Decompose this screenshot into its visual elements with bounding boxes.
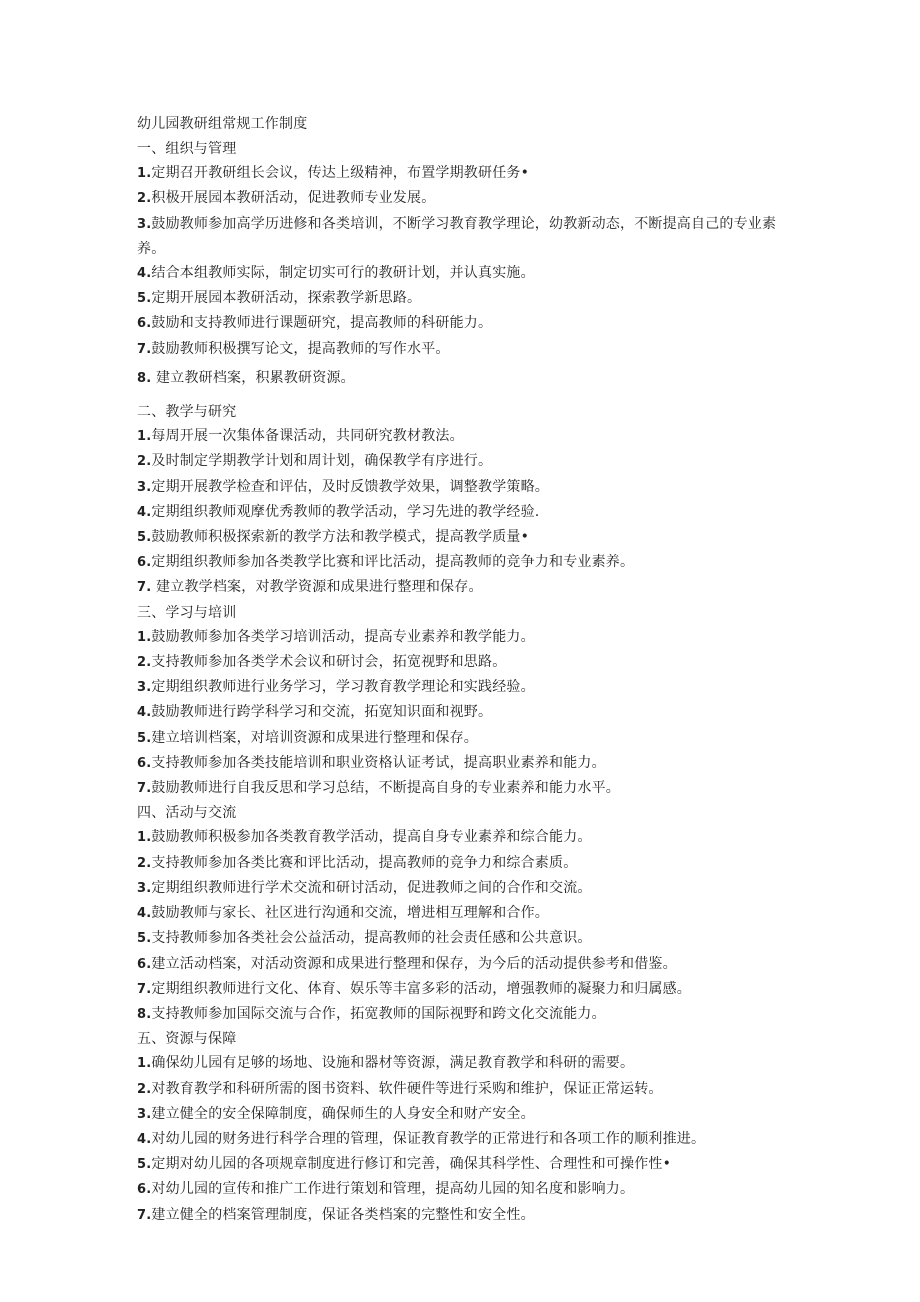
item-text: 支持教师参加各类技能培训和职业资格认证考试，提高职业素养和能力。: [151, 754, 606, 771]
item-number: 4.: [137, 266, 152, 282]
item-text: 鼓励教师与家长、社区进行沟通和交流，增进相互理解和合作。: [151, 905, 549, 922]
list-item: [137, 1077, 797, 1102]
list-item: [137, 337, 797, 362]
item-text: 鼓励教师积极撰写论文，提高教师的写作水平。: [151, 340, 450, 357]
section-heading: 一、组织与管理: [137, 141, 237, 157]
list-item: [137, 575, 797, 600]
item-number: 8.: [137, 1006, 152, 1022]
list-item: [137, 1152, 797, 1177]
list-item: [137, 901, 797, 926]
item-number: 1.: [137, 830, 152, 846]
item-text: 积极开展园本教研活动，促进教师专业发展。: [151, 190, 436, 207]
list-item: [137, 876, 797, 901]
item-text: 建立活动档案，对活动资源和成果进行整理和保存，为今后的活动提供参考和借鉴。: [151, 955, 677, 972]
list-item: [137, 186, 797, 211]
item-text: 建立教学档案，对教学资源和成果进行整理和保存。: [151, 579, 483, 596]
list-item: [137, 1127, 797, 1152]
item-text: 定期组织教师进行学术交流和研讨活动，促进教师之间的合作和交流。: [151, 879, 592, 896]
item-text: 对幼儿园的宣传和推广工作进行策划和管理，提高幼儿园的知名度和影响力。: [151, 1181, 635, 1198]
section-heading: 二、教学与研究: [137, 404, 237, 421]
list-item: [137, 625, 797, 650]
list-item: [137, 825, 797, 850]
item-text: 鼓励教师参加各类学习培训活动，提高专业素养和教学能力。: [151, 628, 535, 645]
item-number: 1.: [137, 629, 152, 645]
item-number: 3.: [137, 1106, 152, 1122]
item-number: 4.: [137, 1131, 152, 1147]
list-item: [137, 1002, 797, 1027]
item-number: 1.: [137, 166, 152, 182]
item-text: 鼓励教师积极参加各类教育教学活动，提高自身专业素养和综合能力。: [151, 829, 592, 846]
item-text: 定期召开教研组长会议，传达上级精神，布置学期教研任务•: [151, 165, 530, 182]
item-number: 5.: [137, 1157, 152, 1173]
section-resources-support: [137, 1027, 797, 1228]
section-organization: [137, 137, 797, 391]
item-number: 3.: [137, 680, 152, 696]
item-text: 鼓励教师进行跨学科学习和交流，拓宽知识面和视野。: [151, 704, 493, 721]
item-number: 4.: [137, 504, 152, 520]
item-text: 鼓励教师参加高学历进修和各类培训，不断学习教育教学理论，幼教新动态，不断提高自己的专业素养。: [137, 215, 777, 257]
list-item: [137, 311, 797, 336]
list-item: [137, 550, 797, 575]
section-heading: 五、资源与保障: [137, 1031, 237, 1048]
item-number: 3.: [137, 880, 152, 896]
item-text: 结合本组教师实际，制定切实可行的教研计划，并认真实施。: [151, 265, 535, 282]
item-text: 支持教师参加各类比赛和评比活动，提高教师的竞争力和综合素质。: [151, 854, 578, 871]
item-number: 3.: [137, 216, 152, 232]
section-teaching-research: [137, 400, 797, 601]
item-text: 及时制定学期教学计划和周计划，确保教学有序进行。: [151, 453, 493, 470]
list-item: [137, 726, 797, 751]
item-number: 3.: [137, 479, 152, 495]
item-number: 2.: [137, 855, 152, 871]
section-learning-training: [137, 601, 797, 802]
item-number: 5.: [137, 931, 152, 947]
list-item: [137, 675, 797, 700]
section-heading: 四、活动与交流: [137, 805, 237, 822]
item-text: 定期组织教师进行业务学习，学习教育教学理论和实践经验。: [151, 679, 535, 696]
item-text: 鼓励和支持教师进行课题研究，提高教师的科研能力。: [151, 315, 493, 332]
item-number: 6.: [137, 755, 152, 771]
list-item: [137, 424, 797, 449]
list-item: [137, 977, 797, 1002]
list-item: [137, 700, 797, 725]
item-text: 确保幼儿园有足够的场地、设施和器材等资源，满足教育教学和科研的需要。: [151, 1055, 635, 1072]
item-number: 7.: [137, 981, 152, 997]
list-item: [137, 952, 797, 977]
item-number: 1.: [137, 429, 152, 445]
list-item: [137, 449, 797, 474]
list-item: [137, 650, 797, 675]
item-number: 8.: [137, 370, 152, 386]
item-number: 6.: [137, 956, 152, 972]
list-item: [137, 776, 797, 801]
list-item: [137, 851, 797, 876]
item-text: 支持教师参加各类社会公益活动，提高教师的社会责任感和公共意识。: [151, 930, 592, 947]
list-item: [137, 366, 797, 391]
item-text: 定期组织教师观摩优秀教师的教学活动，学习先进的教学经验.: [151, 503, 540, 520]
item-text: 建立教研档案，积累教研资源。: [151, 369, 355, 386]
section-heading: 三、学习与培训: [137, 604, 237, 621]
item-text: 建立健全的安全保障制度，确保师生的人身安全和财产安全。: [151, 1105, 535, 1122]
list-item: [137, 1177, 797, 1202]
item-number: 2.: [137, 191, 152, 207]
item-text: 定期组织教师参加各类教学比赛和评比活动，提高教师的竞争力和专业素养。: [151, 554, 635, 571]
item-text: 鼓励教师进行自我反思和学习总结，不断提高自身的专业素养和能力水平。: [151, 780, 620, 797]
list-item: [137, 286, 797, 311]
item-text: 定期开展园本教研活动，探索教学新思路。: [151, 290, 422, 307]
item-number: 7.: [137, 580, 152, 596]
item-number: 2.: [137, 655, 152, 671]
list-item: [137, 751, 797, 776]
item-number: 7.: [137, 341, 152, 357]
item-number: 5.: [137, 730, 152, 746]
item-number: 5.: [137, 291, 152, 307]
item-text: 建立培训档案，对培训资源和成果进行整理和保存。: [151, 729, 478, 746]
section-activities-exchange: [137, 801, 797, 1027]
list-item: [137, 525, 797, 550]
item-text: 定期组织教师进行文化、体育、娱乐等丰富多彩的活动，增强教师的凝聚力和归属感。: [151, 980, 691, 997]
item-text: 支持教师参加各类学术会议和研讨会，拓宽视野和思路。: [151, 654, 507, 671]
item-text: 定期对幼儿园的各项规章制度进行修订和完善，确保其科学性、合理性和可操作性•: [151, 1156, 672, 1173]
item-number: 1.: [137, 1056, 152, 1072]
list-item: [137, 926, 797, 951]
item-number: 2.: [137, 454, 152, 470]
document-title: 幼儿园教研组常规工作制度: [137, 116, 308, 132]
item-number: 6.: [137, 1182, 152, 1198]
item-number: 7.: [137, 781, 152, 797]
item-text: 鼓励教师积极探索新的教学方法和教学模式，提高教学质量•: [151, 529, 530, 546]
list-item: [137, 1102, 797, 1127]
item-text: 每周开展一次集体备课活动，共同研究教材教法。: [151, 428, 464, 445]
item-number: 6.: [137, 316, 152, 332]
item-text: 定期开展教学检查和评估，及时反馈教学效果，调整教学策略。: [151, 478, 549, 495]
item-number: 2.: [137, 1081, 152, 1097]
item-number: 4.: [137, 705, 152, 721]
list-item: [137, 1051, 797, 1076]
list-item: [137, 1203, 797, 1228]
item-number: 4.: [137, 906, 152, 922]
list-item: [137, 212, 797, 261]
list-item: [137, 500, 797, 525]
item-number: 5.: [137, 530, 152, 546]
list-item: [137, 261, 797, 286]
item-text: 对幼儿园的财务进行科学合理的管理，保证教育教学的正常进行和各项工作的顺利推进。: [151, 1130, 706, 1147]
list-item: [137, 161, 797, 186]
item-number: 6.: [137, 555, 152, 571]
item-text: 对教育教学和科研所需的图书资料、软件硬件等进行采购和维护，保证正常运转。: [151, 1080, 663, 1097]
item-number: 7.: [137, 1207, 152, 1223]
item-text: 支持教师参加国际交流与合作，拓宽教师的国际视野和跨文化交流能力。: [151, 1005, 606, 1022]
document-body: [137, 111, 797, 1228]
list-item: [137, 475, 797, 500]
item-text: 建立健全的档案管理制度，保证各类档案的完整性和安全性。: [151, 1206, 535, 1223]
